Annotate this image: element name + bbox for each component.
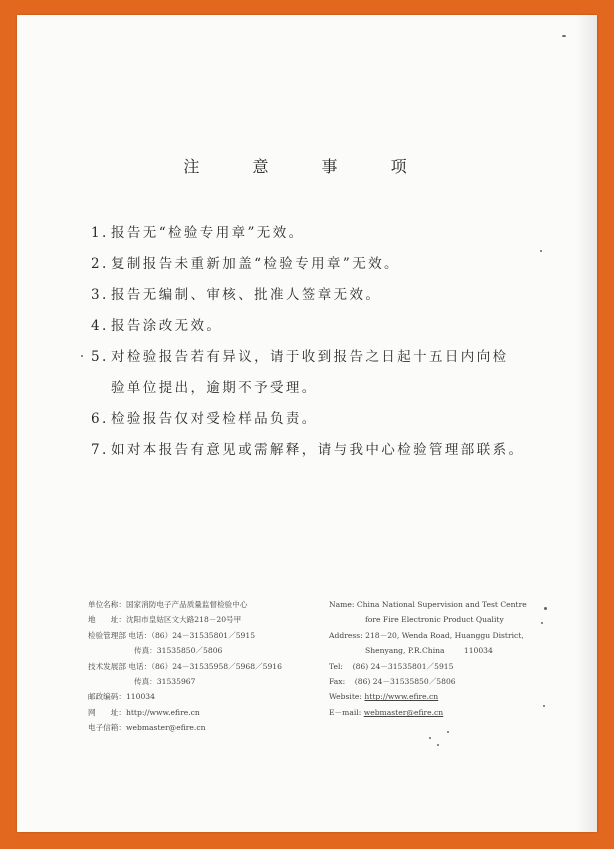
footer-value: China National Supervision and Test Centre <box>356 600 527 609</box>
note-text: 报告无“检验专用章”无效。 <box>111 225 305 241</box>
footer-value: 国家消防电子产品质量监督检验中心 <box>125 600 248 609</box>
list-item <box>91 438 524 458</box>
footer-address-row <box>329 628 527 643</box>
page-title: 注 意 事 项 <box>183 157 431 176</box>
footer-postcode-row <box>88 689 282 704</box>
list-item <box>91 221 305 241</box>
list-item <box>91 314 222 334</box>
footer-label: Fax: <box>329 677 346 687</box>
footer-label: Website: <box>329 692 362 702</box>
scan-speck <box>543 705 545 707</box>
footer-website-row <box>329 689 527 704</box>
list-item-continuation: 验单位提出，逾期不予受理。 <box>111 380 318 396</box>
note-number: 7. <box>91 442 109 458</box>
scan-speck <box>437 744 439 746</box>
scan-speck <box>541 622 543 624</box>
footer-email-row <box>329 705 527 720</box>
website-link[interactable]: http://www.efire.cn <box>364 692 439 702</box>
footer-label: 电子信箱： <box>88 723 126 733</box>
email-link[interactable]: webmaster@efire.cn <box>363 707 444 717</box>
list-item <box>91 345 509 365</box>
footer-name-row <box>329 597 527 612</box>
footer-unit-row <box>88 597 282 612</box>
note-text: 报告无编制、审核、批准人签章无效。 <box>111 287 382 303</box>
list-item <box>91 407 318 427</box>
footer-address-row <box>88 612 282 627</box>
footer-label: 单位名称： <box>88 600 126 609</box>
list-item <box>91 252 400 272</box>
footer-label: 地 址： <box>88 615 126 625</box>
list-item <box>91 283 381 303</box>
footer-inspection-row <box>88 628 282 643</box>
document-page <box>17 15 597 832</box>
footer-fax-row <box>329 674 527 689</box>
footer-value: 218－20, Wenda Road, Huanggu District, <box>365 630 524 640</box>
note-number: 5. <box>91 349 109 365</box>
email-link[interactable]: webmaster@efire.cn <box>125 723 206 733</box>
footer-tel-row <box>329 659 527 674</box>
footer-english-contact <box>329 597 527 720</box>
footer-value: (86) 24－31535850／5806 <box>354 677 456 687</box>
footer-label: 邮政编码： <box>88 692 126 702</box>
footer-value: Shenyang, P.R.China <box>365 646 445 656</box>
footer-address-row-2 <box>329 643 527 658</box>
footer-chinese-contact <box>88 597 282 736</box>
note-text: 报告涂改无效。 <box>111 318 223 334</box>
footer-email-row <box>88 720 282 735</box>
website-link[interactable]: http://www.efire.cn <box>125 707 200 717</box>
footer-value: 电话：（86）24－31535801／5915 <box>128 630 256 640</box>
footer-tech-fax-row: 传真：31535967 <box>134 677 196 687</box>
scan-speck <box>540 250 542 252</box>
footer-value: 电话：（86）24－31535958／5968／5916 <box>128 661 282 671</box>
note-number: 4. <box>91 318 109 334</box>
footer-label: 检验管理部 <box>88 630 126 640</box>
footer-label: 网 址： <box>88 707 126 717</box>
note-text: 对检验报告若有异议，请于收到报告之日起十五日内向检 <box>111 349 509 365</box>
scan-speck <box>447 731 449 733</box>
note-text: 复制报告未重新加盖“检验专用章”无效。 <box>111 256 400 272</box>
scan-speck <box>81 355 83 357</box>
note-number: 6. <box>91 411 109 427</box>
scan-speck <box>429 737 431 739</box>
footer-name-row-2: fore Fire Electronic Product Quality <box>365 615 504 625</box>
footer-inspection-fax-row: 传真：31535850／5806 <box>134 646 223 656</box>
footer-label: Name: <box>329 600 355 609</box>
footer-label: Address: <box>329 630 363 640</box>
scan-speck <box>562 35 566 37</box>
footer-website-row <box>88 705 282 720</box>
footer-value: (86) 24－31535801／5915 <box>352 661 454 671</box>
footer-value: 沈阳市皇姑区文大路218－20号甲 <box>125 615 242 625</box>
note-number: 1. <box>91 225 109 241</box>
note-number: 3. <box>91 287 109 303</box>
footer-postcode: 110034 <box>463 646 493 656</box>
footer-label: E－mail: <box>329 707 362 717</box>
note-number: 2. <box>91 256 109 272</box>
scan-speck <box>544 607 547 610</box>
footer-label: Tel: <box>329 661 343 671</box>
note-text: 检验报告仅对受检样品负责。 <box>111 411 318 427</box>
note-text: 如对本报告有意见或需解释，请与我中心检验管理部联系。 <box>111 442 525 458</box>
footer-tech-row <box>88 659 282 674</box>
footer-value: 110034 <box>125 692 155 702</box>
footer-label: 技术发展部 <box>88 661 126 671</box>
page-edge-shadow <box>575 15 597 832</box>
